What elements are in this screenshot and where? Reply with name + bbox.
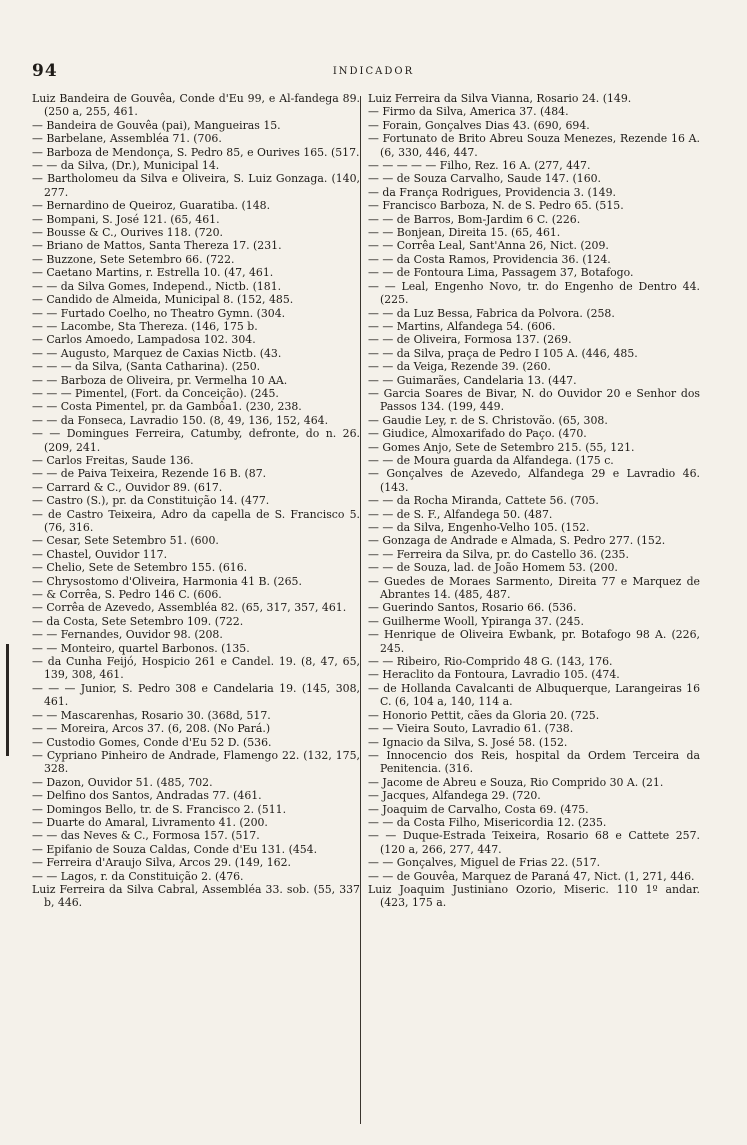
directory-entry: — — Ferreira da Silva, pr. do Castello 36. (235. [368,547,629,561]
directory-entry: — Gonçalves de Azevedo, Alfandega 29 e Lavradio 46. (143. [368,467,700,494]
directory-entry: — Dazon, Ouvidor 51. (485, 702. [32,775,213,789]
directory-entry: — — Furtado Coelho, no Theatro Gymn. (304. [32,306,286,320]
directory-entry: — Domingos Bello, tr. de S. Francisco 2. (511. [32,802,287,816]
directory-entry: — — Ribeiro, Rio-Comprido 48 G. (143, 176. [368,655,613,669]
directory-entry: — — — Junior, S. Pedro 308 e Candelaria 19. (145, 308, 461. [32,681,360,709]
directory-entry: — — Leal, Engenho Novo, tr. do Engenho de Dentro 44. (225. [368,279,700,307]
directory-entry: — Carlos Amoedo, Lampadosa 102. 304. [32,333,256,347]
directory-entry: — Cypriano Pinheiro de Andrade, Flamengo 22. (132, 175, 328. [32,748,360,776]
directory-entry: — — Corrêa Leal, Sant'Anna 26, Nict. (209. [368,239,609,253]
running-title: INDICADOR [332,66,415,77]
directory-entry: — Gonzaga de Andrade e Almada, S. Pedro 277. (152. [368,534,666,548]
directory-entry: — da Cunha Feijó, Hospicio 261 e Candel. 19. (8, 47, 65, 139, 308, 461. [32,655,360,682]
directory-entry: — — Guimarães, Candelaria 13. (447. [368,373,577,387]
directory-entry: — Bernardino de Queiroz, Guaratiba. (148. [32,199,271,213]
directory-entry: — Joaquim de Carvalho, Costa 69. (475. [368,802,589,816]
directory-entry: — Caetano Martins, r. Estrella 10. (47, 461. [32,266,274,280]
directory-entry: — — da Costa Filho, Misericordia 12. (235. [368,815,607,829]
directory-entry: — Ignacio da Silva, S. José 58. (152. [368,735,568,749]
directory-entry: — Bartholomeu da Silva e Oliveira, S. Luiz Gonzaga. (140, 277. [32,172,360,199]
right-column [368,92,700,910]
directory-entry: — Guerindo Santos, Rosario 66. (536. [368,601,577,615]
directory-entry: — — Duque-Estrada Teixeira, Rosario 68 e Cattete 257. (120 a, 266, 277, 447. [368,829,700,856]
directory-entry: — Giudice, Almoxarifado do Paço. (470. [368,427,587,441]
directory-entry: — Carrard & C., Ouvidor 89. (617. [32,480,223,494]
directory-entry: — Castro (S.), pr. da Constituição 14. (477. [32,494,270,508]
directory-entry: — Custodio Gomes, Conde d'Eu 52 D. (536. [32,735,272,749]
directory-entry: — Delfino dos Santos, Andradas 77. (461. [32,789,262,803]
directory-entry: — — — — — Filho, Rez. 16 A. (277, 447. [368,159,591,173]
directory-entry: — Briano de Mattos, Santa Thereza 17. (231. [32,239,282,253]
directory-entry: — — Domingues Ferreira, Catumby, defronte, do n. 26. (209, 241. [32,427,360,454]
directory-entry: — Chastel, Ouvidor 117. [32,547,168,561]
directory-entry: — — Gonçalves, Miguel de Frias 22. (517. [368,856,601,870]
left-column [32,92,360,910]
directory-entry: — Barbelane, Assembléa 71. (706. [32,132,222,146]
directory-entry: — — de Souza, lad. de João Homem 53. (200. [368,561,618,575]
directory-entry: — — — da Silva, (Santa Catharina). (250. [32,360,261,374]
page-number: 94 [32,61,58,81]
directory-entry: — Heraclito da Fontoura, Lavradio 105. (474. [368,668,620,682]
directory-entry: — — da Silva, praça de Pedro I 105 A. (446, 485. [368,346,638,360]
directory-entry: — — da Silva, (Dr.), Municipal 14. [32,159,220,173]
directory-entry: — — Monteiro, quartel Barbonos. (135. [32,641,250,655]
directory-entry: — Firmo da Silva, America 37. (484. [368,105,569,119]
directory-entry: — — Bonjean, Direita 15. (65, 461. [368,226,561,240]
directory-entry: — de Castro Teixeira, Adro da capella de S. Francisco 5. (76, 316. [32,507,360,534]
directory-entry: — — da Luz Bessa, Fabrica da Polvora. (258. [368,306,615,320]
directory-entry: — Chrysostomo d'Oliveira, Harmonia 41 B. (265. [32,574,302,588]
directory-entry: — — Martins, Alfandega 54. (606. [368,319,556,333]
directory-entry: — da França Rodrigues, Providencia 3. (149. [368,185,617,199]
directory-entry: — Barboza de Mendonça, S. Pedro 85, e Ourives 165. (517. [32,145,360,159]
directory-entry: — — Barboza de Oliveira, pr. Vermelha 10 AA. [32,373,288,387]
directory-entry: — Garcia Soares de Bivar, N. do Ouvidor 20 e Senhor dos Passos 134. (199, 449. [368,386,700,414]
column-divider [360,96,361,1124]
directory-entry: — Gaudie Ley, r. de S. Christovão. (65, 308. [368,413,608,427]
directory-entry: — — de Gouvêa, Marquez de Paraná 47, Nict. (1, 271, 446. [368,869,695,883]
directory-entry: — Jacques, Alfandega 29. (720. [368,789,541,803]
directory-entry: — — de Paiva Teixeira, Rezende 16 B. (87. [32,467,267,481]
directory-entry: — — da Fonseca, Lavradio 150. (8, 49, 136, 152, 464. [32,413,329,427]
directory-entry: — — de Oliveira, Formosa 137. (269. [368,333,572,347]
directory-entry: — Bandeira de Gouvêa (pai), Mangueiras 15. [32,118,281,132]
directory-entry: — — Lagos, r. da Constituição 2. (476. [32,869,244,883]
directory-entry: Luiz Bandeira de Gouvêa, Conde d'Eu 99, e Al-fandega 89. (250 a, 255, 461. [32,92,360,119]
directory-entry: — — da Veiga, Rezende 39. (260. [368,360,551,374]
directory-entry: — da Costa, Sete Setembro 109. (722. [32,614,244,628]
directory-entry: — — Vieira Souto, Lavradio 61. (738. [368,722,574,736]
directory-entry: — Innocencio dos Reis, hospital da Ordem Terceira da Penitencia. (316. [368,748,700,776]
directory-entry: Luiz Joaquim Justiniano Ozorio, Miseric. 110 1º andar. (423, 175 a. [368,882,700,910]
directory-entry: — Candido de Almeida, Municipal 8. (152, 485. [32,293,294,307]
directory-entry: — — Moreira, Arcos 37. (6, 208. (No Pará.) [32,722,271,736]
directory-entry: — — da Costa Ramos, Providencia 36. (124. [368,252,611,266]
directory-entry: — — de Fontoura Lima, Passagem 37, Botafogo. [368,266,634,280]
directory-entry: — Guedes de Moraes Sarmento, Direita 77 e Marquez de Abrantes 14. (485, 487. [368,574,700,602]
directory-entry: — Henrique de Oliveira Ewbank, pr. Botafogo 98 A. (226, 245. [368,628,700,655]
directory-entry: — — Lacombe, Sta Thereza. (146, 175 b. [32,319,258,333]
directory-entry: — — de Souza Carvalho, Saude 147. (160. [368,172,602,186]
directory-entry: — — da Silva, Engenho-Velho 105. (152. [368,521,590,534]
directory-entry: — Corrêa de Azevedo, Assembléa 82. (65, 317, 357, 461. [32,601,347,615]
directory-entry: — Ferreira d'Araujo Silva, Arcos 29. (149, 162. [32,856,291,870]
directory-entry: — — de Moura guarda da Alfandega. (175 c. [368,453,614,467]
directory-entry: Luiz Ferreira da Silva Cabral, Assembléa 33. sob. (55, 337 b, 446. [32,882,360,910]
directory-entry: Luiz Ferreira da Silva Vianna, Rosario 24. (149. [368,92,632,105]
directory-entry: — Guilherme Wooll, Ypiranga 37. (245. [368,614,584,628]
directory-entry: — — da Rocha Miranda, Cattete 56. (705. [368,494,599,508]
directory-entry: — Cesar, Sete Setembro 51. (600. [32,534,219,548]
directory-entry: — — das Neves & C., Formosa 157. (517. [32,829,260,843]
directory-entry: — — de Barros, Bom-Jardim 6 C. (226. [368,212,581,226]
directory-entry: — Forain, Gonçalves Dias 43. (690, 694. [368,118,590,132]
directory-entry: — Bompani, S. José 121. (65, 461. [32,212,220,226]
directory-entry: — Jacome de Abreu e Souza, Rio Comprido 30 A. (21. [368,775,664,789]
directory-entry: — Buzzone, Sete Setembro 66. (722. [32,252,235,266]
directory-entry: — — — Pimentel, (Fort. da Conceição). (245. [32,386,279,400]
directory-entry: — Honorio Pettit, cães da Gloria 20. (725. [368,708,600,722]
directory-entry: — — Costa Pimentel, pr. da Gambôa1. (230, 238. [32,400,302,414]
directory-entry: — Duarte do Amaral, Livramento 41. (200. [32,815,268,829]
directory-entry: — Bousse & C., Ourives 118. (720. [32,226,223,240]
directory-entry: — Epifanio de Souza Caldas, Conde d'Eu 131. (454. [32,842,318,856]
directory-entry: — Carlos Freitas, Saude 136. [32,453,194,467]
margin-mark [6,644,9,756]
directory-entry: — Chelio, Sete de Setembro 155. (616. [32,561,248,575]
directory-entry: — — de S. F., Alfandega 50. (487. [368,507,553,521]
directory-entry: — Fortunato de Brito Abreu Souza Menezes, Rezende 16 A. (6, 330, 446, 447. [368,132,700,159]
directory-entry: — — da Silva Gomes, Independ., Nictb. (181. [32,279,282,293]
directory-entry: — Gomes Anjo, Sete de Setembro 215. (55, 121. [368,440,635,454]
directory-entry: — — Fernandes, Ouvidor 98. (208. [32,628,223,642]
directory-entry: — — Mascarenhas, Rosario 30. (368d, 517. [32,708,271,722]
directory-entry: — — Augusto, Marquez de Caxias Nictb. (43. [32,346,282,360]
directory-entry: — Francisco Barboza, N. de S. Pedro 65. (515. [368,199,624,213]
directory-entry: — de Hollanda Cavalcanti de Albuquerque, Larangeiras 16 C. (6, 104 a, 140, 114 a. [368,681,700,709]
directory-entry: — & Corrêa, S. Pedro 146 C. (606. [32,588,222,602]
